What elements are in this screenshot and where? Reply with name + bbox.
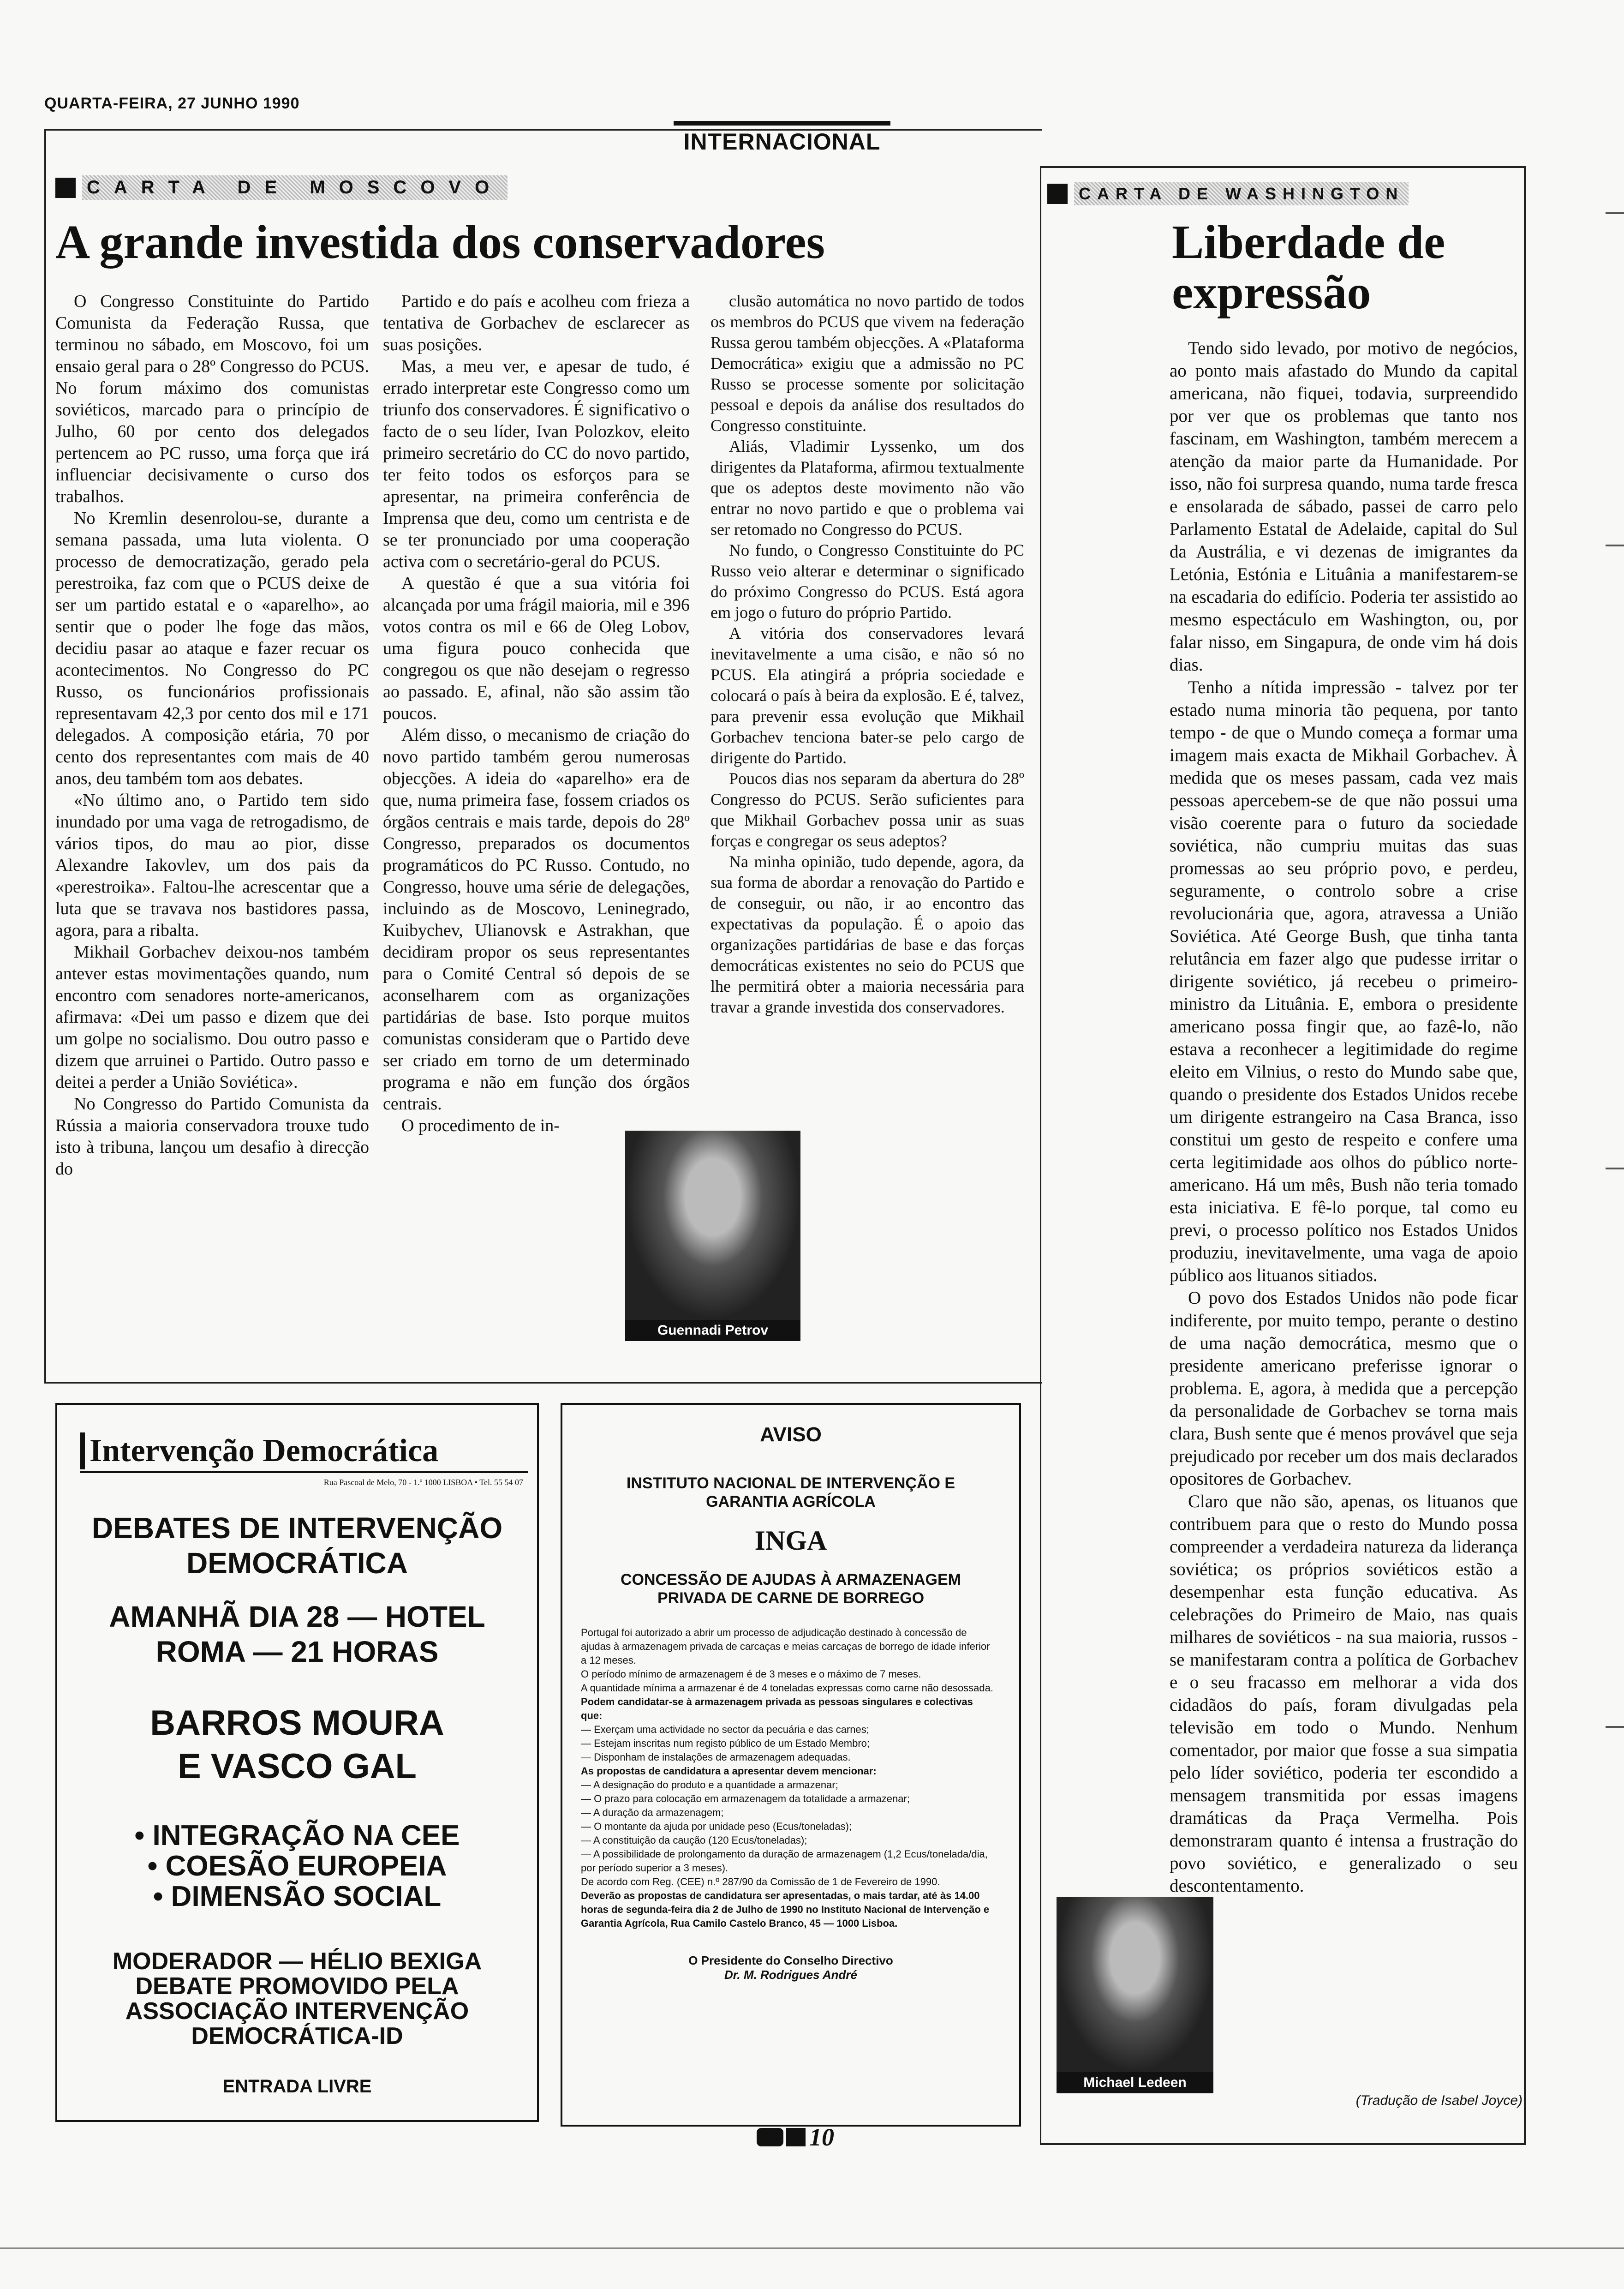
paragraph: Na minha opinião, tudo depende, agora, da sua forma de abordar a renovação do Partido e de conseguir, ou não, ir ao encontro das expectativas da população. É o apoio das organizações partidárias de base e das forças democráticas existentes no seio do PCUS que lhe permitirá obter a maioria necessária para travar a grande investida dos conservadores. [710, 852, 1024, 1016]
aviso-signature-title: O Presidente do Conselho Directivo [688, 1953, 893, 1967]
ad-promoted-by: DEBATE PROMOVIDO PELA ASSOCIAÇÃO INTERVENÇÃO DEMOCRÁTICA-ID [125, 1973, 469, 2049]
scan-edge-line [0, 2247, 1624, 2249]
paragraph: A vitória dos conservadores levará inevitavelmente a uma cisão, e não só no PCUS. Ela atingirá a própria sociedade e colocará o país à beira da explosão. E é, talvez, para prevenir essa evolução que Mikhail Gorbachev tenciona bater-se pelo cargo de dirigente do Partido. [710, 624, 1024, 767]
aviso-line: — Disponham de instalações de armazenagem adequadas. [581, 1751, 851, 1763]
ad-topic: • INTEGRAÇÃO NA CEE [134, 1820, 460, 1852]
aviso-line: As propostas de candidatura a apresentar devem mencionar: [581, 1765, 877, 1777]
ad-entry: ENTRADA LIVRE [222, 2076, 372, 2097]
moscow-column-3 [710, 291, 1024, 1018]
paragraph: Além disso, o mecanismo de criação do novo partido também gerou numerosas objecções. A ideia do «aparelho» era de que, numa primeira fase, fossem criados os órgãos centrais e mais tarde, depois do 28º Congresso, preparados os documentos programáticos do PC Russo. Contudo, no Congresso, houve uma série de delegações, incluindo as de Moscovo, Leninegrado, Kuibychev, Ulianovsk e Astrakhan, que decidiram propor os seus representantes para o Comité Central só depois de se aconselharem com as organizações partidárias de base. Isto porque muitos comunistas consideram que o Partido deve ser criado em torno de um determinado programa e não em função dos órgãos centrais. [383, 725, 690, 1114]
moscow-kicker [55, 175, 508, 200]
aviso-line: Podem candidatar-se à armazenagem privada as pessoas singulares e colectivas que: [581, 1696, 973, 1721]
aviso-line: De acordo com Reg. (CEE) n.º 287/90 da Comissão de 1 de Fevereiro de 1990. [581, 1876, 940, 1888]
ad-debates-title: DEBATES DE INTERVENÇÃO DEMOCRÁTICA [91, 1511, 503, 1580]
paragraph: Partido e do país e acolheu com frieza a tentativa de Gorbachev de esclarecer as suas posições. [383, 292, 690, 354]
paragraph: Tenho a nítida impressão - talvez por ter estado numa minoria tão pequena, por tanto tempo - de que o Mundo começa a formar uma imagem mais exacta de Mikhail Gorbachev. À medida que os meses passam, cada vez mais pessoas apercebem-se de que não possui uma visão coerente para o futuro da sociedade soviética, não cumpriu muitas das suas promessas ao seu próprio povo, e perdeu, seguramente, o controlo sobre a crise revolucionária que, agora, atravessa a União Soviética. Até George Bush, que tinha tanta relutância em fazer algo que pudesse irritar o dirigente soviético, já recebeu o primeiro-ministro da Lituânia. E, embora o presidente americano possa fingir que, ao fazê-lo, não estava a reconhecer a legitimidade do regime eleito em Vilnius, o resto do Mundo sabe que, quando o presidente dos Estados Unidos recebe um dirigente estrangeiro na Casa Branca, isso constitui um gesto de respeito e confere uma certa legitimidade aos olhos do público norte-americano. Há um mês, Bush não teria tomado esta iniciativa. E fê-lo porque, tal como eu previ, o processo político nos Estados Unidos produziu, inevitavelmente, uma vaga de apoio público aos lituanos sitiados. [1170, 677, 1518, 1285]
aviso-line: — A duração da armazenagem; [581, 1807, 724, 1818]
aviso-line: — Exerçam uma actividade no sector da pecuária e das carnes; [581, 1724, 869, 1735]
scan-mark [1606, 1168, 1624, 1169]
petrov-photo [625, 1131, 800, 1320]
aviso-line: Deverão as propostas de candidatura ser apresentadas, o mais tardar, até às 14.00 horas de segunda-feira dia 2 de Julho de 1990 no Instituto Nacional de Intervenção e Garantia Agrícola, Rua Camilo Castelo Branco, 45 — 1000 Lisboa. [581, 1890, 990, 1929]
washington-kicker-text: CARTA DE WASHINGTON [1074, 182, 1409, 205]
washington-kicker [1047, 182, 1409, 205]
page-number: 10 [809, 2123, 834, 2151]
paragraph: clusão automática no novo partido de todos os membros do PCUS que vivem na federação Russa gerou também objecções. A «Plataforma Democrática» exigiu que a admissão no PC Russo se processe somente por solicitação pessoal e depois da análise dos resultados do Congresso constituinte. [710, 292, 1024, 435]
aviso-line: — O prazo para colocação em armazenagem da totalidade a armazenar; [581, 1793, 910, 1804]
aviso-line: — O montante da ajuda por unidade peso (Ecus/toneladas); [581, 1821, 852, 1832]
scan-mark [1606, 1726, 1624, 1728]
ad-brand-rule [80, 1471, 528, 1473]
paragraph: Aliás, Vladimir Lyssenko, um dos dirigentes da Plataforma, afirmou textualmente que os adeptos deste movimento não vão entrar no novo partido e que o problema vai ser retomado no Congresso do PCUS. [710, 437, 1024, 539]
paragraph: Poucos dias nos separam da abertura do 28º Congresso do PCUS. Serão suficientes para que Mikhail Gorbachev possa unir as suas forças e congregar os seus adeptos? [710, 769, 1024, 850]
ad-intervencao-democratica [55, 1403, 539, 2122]
paragraph: O procedimento de in- [401, 1116, 560, 1135]
paragraph: «No último ano, o Partido tem sido inundado por uma vaga de retrogadismo, de vários tipos, do mau ao pior, disse Alexandre Iakovlev, um dos pais da «perestroika». Faltou-lhe acrescentar que a luta que se travava nos bastidores passa, agora, para a ribalta. [55, 791, 369, 940]
aviso-line: — A designação do produto e a quantidade a armazenar; [581, 1779, 838, 1791]
aviso-subtitle: CONCESSÃO DE AJUDAS À ARMAZENAGEM PRIVADA DE CARNE DE BORREGO [621, 1571, 961, 1607]
paragraph: Mikhail Gorbachev deixou-nos também antever estas movimentações quando, num encontro com senadores norte-americanos, afirmava: «Dei um passo e dizem que dei um golpe no socialismo. Dou outro passo e dizem que arruinei o Partido. Outro passo e deitei a perder a União Soviética». [55, 942, 369, 1092]
aviso-acronym: INGA [754, 1525, 827, 1556]
moscow-headline: A grande investida dos conservadores [55, 216, 825, 269]
logo-mark-icon [786, 2128, 806, 2146]
logo-mark-icon [757, 2128, 783, 2146]
aviso-line: — A constituição da caução (120 Ecus/toneladas); [581, 1834, 807, 1846]
section-label: INTERNACIONAL [683, 129, 881, 155]
paragraph: Tendo sido levado, por motivo de negócios, ao ponto mais afastado do Mundo da capital americana, não fiquei, todavia, surpreendido por ver que os problemas que tanto nos fascinam, em Washington, também merecem a atenção da maior parte da Humanidade. Por isso, não foi surpresa quando, numa tarde fresca e ensolarada de sábado, passei de carro pelo Parlamento Estatal de Adelaide, capital do Sul da Austrália, e vi dezenas de imigrantes da Letónia, Estónia e Lituânia a manifestarem-se na escadaria do edifício. Poderia ter assistido ao mesmo espectáculo em Washington, ou, por falar nisso, em Singapura, de onde vim há dois dias. [1170, 338, 1518, 675]
aviso-institute: INSTITUTO NACIONAL DE INTERVENÇÃO E GARANTIA AGRÍCOLA [626, 1474, 955, 1510]
translation-credit: (Tradução de Isabel Joyce) [1355, 2093, 1522, 2108]
scan-mark [1606, 212, 1624, 214]
aviso-body [581, 1626, 996, 1930]
ad-moderator: MODERADOR — HÉLIO BEXIGA [112, 1948, 482, 1975]
dateline: QUARTA-FEIRA, 27 JUNHO 1990 [44, 95, 300, 112]
aviso-line: Portugal foi autorizado a abrir um processo de adjudicação destinado à concessão de ajudas à armazenagem privada de carcaças e meias carcaças de borrego de idade inferior a 12 meses. [581, 1627, 990, 1666]
paragraph: O povo dos Estados Unidos não pode ficar indiferente, por muito tempo, perante o destino de uma nação democrática, mesmo que o presidente americano preferisse ignorar o problema. E, agora, à medida que a percepção da personalidade de Gorbachev se torna mais clara, Bush sente que é menos provável que seja prejudicado por receber um dos mais declarados opositores de Gorbachev. [1170, 1288, 1518, 1489]
moscow-column-1 [55, 291, 369, 1180]
moscow-kicker-text: CARTA DE MOSCOVO [82, 175, 508, 200]
paragraph: No fundo, o Congresso Constituinte do PC Russo veio alterar e determinar o significado do próximo Congresso do PCUS. Está agora em jogo o futuro do próprio Partido. [710, 541, 1024, 622]
petrov-caption: Guennadi Petrov [625, 1320, 800, 1341]
aviso-line: — Estejam inscritas num registo público de um Estado Membro; [581, 1738, 870, 1749]
paragraph: A questão é que a sua vitória foi alcançada por uma frágil maioria, mil e 396 votos contra os mil e 66 de Oleg Lobov, uma figura pouco conhecida que congregou os que não desejam o regresso ao passado. E, afinal, não são assim tão poucos. [383, 574, 690, 723]
paragraph: O Congresso Constituinte do Partido Comunista da Federação Russa, que terminou no sábado, em Moscovo, foi um ensaio geral para o 28º Congresso do PCUS. No forum máximo dos comunistas soviéticos, marcado para o princípio de Julho, 60 por cento dos delegados pertencem ao PC russo, uma força que irá influenciar decisivamente o curso dos trabalhos. [55, 292, 369, 506]
ad-address: Rua Pascoal de Melo, 70 - 1.º 1000 LISBOA • Tel. 55 54 07 [323, 1478, 523, 1487]
ad-aviso-inga [561, 1403, 1021, 2127]
aviso-line: O período mínimo de armazenagem é de 3 meses e o máximo de 7 meses. [581, 1668, 921, 1680]
aviso-line: A quantidade mínima a armazenar é de 4 toneladas expressas como carne não desossada. [581, 1682, 993, 1694]
aviso-line: — A possibilidade de prolongamento da duração de armazenagem (1,2 Ecus/tonelada/dia, por período superior a 3 meses). [581, 1848, 988, 1874]
ad-topic: • DIMENSÃO SOCIAL [153, 1881, 442, 1912]
scan-mark [1606, 545, 1624, 546]
moscow-column-2 [383, 291, 690, 1137]
page-footer [757, 2123, 834, 2151]
paragraph: Claro que não são, apenas, os lituanos que contribuem para que o resto do Mundo possa compreender a verdadeira natureza da liderança soviética; os próprios soviéticos estão a desempenhar esta função educativa. As celebrações do Primeiro de Maio, nas quais milhares de soviéticos - na sua maioria, russos - se manifestaram contra a política de Gorbachev e o seu fracasso em melhorar a vida dos cidadãos do país, foram divulgadas pela televisão em todo o Mundo. Nenhum comentador, por maior que fosse a sua simpatia pelo líder soviético, poderia ter escondido a mensagem transmitida por essas imagens dramáticas da Praça Vermelha. Pois demonstraram quanto é intensa a frustração do povo soviético, e generalizado o seu descontentamento. [1170, 1492, 1518, 1896]
ad-speakers: BARROS MOURA E VASCO GAL [150, 1703, 444, 1786]
paragraph: No Kremlin desenrolou-se, durante a semana passada, uma luta violenta. O processo de democratização, gerado pela perestroika, faz com que o PCUS deixe de ser um partido estatal e o «aparelho», ao sentir que o poder lhe foge das mãos, decidiu pasar ao ataque e fazer recuar os acontecimentos. No Congresso do PC Russo, os funcionários profissionais representavam 42,3 por cento dos mil e 171 delegados. A composição etária, 70 por cento dos representantes com mais de 40 anos, deu também tom aos debates. [55, 509, 369, 788]
paragraph: No Congresso do Partido Comunista da Rússia a maioria conservadora trouxe tudo isto à tribuna, lançou um desafio à direcção do [55, 1094, 369, 1179]
kicker-square-icon [1047, 184, 1068, 204]
washington-headline: Liberdade de expressão [1172, 216, 1445, 319]
ad-when: AMANHÃ DIA 28 — HOTEL ROMA — 21 HORAS [109, 1600, 485, 1668]
ad-topic: • COESÃO EUROPEIA [147, 1850, 447, 1882]
aviso-title: AVISO [760, 1423, 822, 1446]
kicker-square-icon [55, 178, 76, 198]
paragraph: Mas, a meu ver, e apesar de tudo, é errado interpretar este Congresso como um triunfo dos conservadores. É significativo o facto de o seu líder, Ivan Polozkov, eleito primeiro secretário do CC do novo partido, ter feito todos os esforços para se apresentar, na primeira conferência de Imprensa que deu, como um centrista e de se ter pronunciado por uma cooperação activa com o secretário-geral do PCUS. [383, 357, 690, 571]
aviso-signature-name: Dr. M. Rodrigues André [724, 1968, 857, 1982]
ledeen-caption: Michael Ledeen [1057, 2072, 1213, 2093]
ad-brand: Intervenção Democrática [80, 1432, 528, 1469]
ledeen-photo [1057, 1897, 1213, 2072]
washington-column-upper [1170, 337, 1518, 1897]
